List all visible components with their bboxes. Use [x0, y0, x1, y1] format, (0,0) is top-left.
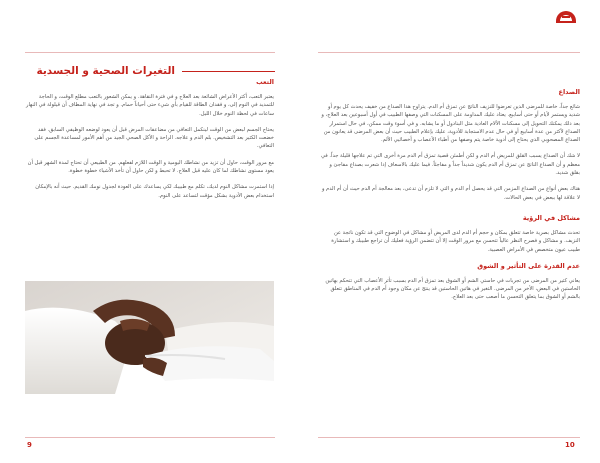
- headache-heading: الصداع: [558, 88, 580, 96]
- man-resting-in-bed-photo: [25, 281, 274, 394]
- header-divider-line-left: [25, 52, 275, 53]
- footer-divider-line-right: [318, 437, 580, 438]
- right-page-number: 10: [565, 441, 575, 449]
- vision-paragraph: تحدث مشاكل بصرية خاصة تتعلق بمكان و حجم أم الدم لدى المريض أو مشاكل في الوضوح التي قد تكون ناتجة عن النزيف. و مشاكل و فصرح النظر عالياً تتحسن مع مرور الوقت إلا أن تتضمن الرؤية فعليك أن تراجع طبيبك و استشارة طبيب عيون متخصص في الأمراض العصبية.: [331, 229, 580, 253]
- right-column: [318, 88, 580, 310]
- footer-divider-line-left: [25, 437, 275, 438]
- left-page-number: 9: [27, 441, 32, 449]
- left-column: [24, 78, 274, 208]
- headache-paragraph-3: هناك بعض أنواع من الصداع المزمن التي قد يحصل أم الدم و التي لا تلزم أن تدعى، بعد معالجة أم الدم حيث أن أم الدم و لا علاقة لها ببعض في بعض الحالات.: [321, 186, 580, 201]
- section-title: التغيرات الصحية و الجسدية: [36, 65, 175, 77]
- headache-paragraph-2: لا شك أن الصداع يسبب القلق للمريض أم الدم و لكن أطمئن قصية تمزق أم الدم مرة أخرى التي تم علاجها قليلة جداً. في معظم و أن الصداع الناتج عن تمزق أم الدم يكون شديداً جداً و مفاجئاً. فيما عليك بالاسعاف إذا شعرت بصداع مفاجئ و بقلق شديد.: [320, 153, 580, 177]
- seizure-paragraph: يعاني كثير من المرضى من تجربات في حاستي الشم أو الشوق بعد تمزق أم الدم بسبب تأثر الأعصاب التي تتحكم بهاتين الحاستين في البعض، الأخر من المرضى. التغير في هاتين الحاستين قد ينتج عن مكان وجود أم الدم في المناطق تتعلق بالشم أو الشوق بما يتعلق التحسن ما أصعب حتى بعد العلاج.: [325, 277, 580, 301]
- fatigue-paragraph-4: إذا استمرت مشاكل النوم لديك، تكلم مع طبيبك لكي يساعدك على العودة لجدول نومك القديم. حيث أنه بالإمكان استخدام بعض الأدوية بشكل مؤقت لتساعد على النوم.: [35, 184, 274, 199]
- fatigue-heading: التعب: [256, 78, 274, 86]
- vision-heading: مشاكل في الرؤية: [522, 213, 580, 222]
- headache-paragraph-1: شائع جداً، خاصة للمرضى الذين تعرضوا للنزيف الناتج عن تمزق أم الدم. يتراوح هذا الصداع من خفيف يحدث كل يوم أو شديد ويستمر لأيام أو حتى أسابيع. يعتاد عليك المداومة على المسكنات التي وصفها الطبيب في أول أسبوعين بعد العلاج، و بعد ذلك يمكنك التحويل إلى مسكنات الألام العادية مثل البنادول أو ما يشابه. و في أسوء وقت ممكن، في حال استمرار الصداع لأكثر من عدة أسابيع أو في حال عدم الاستجابة للأدوية، عليك بإعلام الطبيب حيث أن بعض المرضى قد يعانون من الصداع المصحوبي الذي يحتاج إلى أدوية خاصة يتم وصفها من أطباء الأعصاب و أخصائيي الألم.: [321, 104, 580, 144]
- photo-illustration: [25, 281, 274, 394]
- fatigue-paragraph-2: يحتاج الجسم لبعض من الوقت لينكمل التعافي من مضاعفات المرض قبل أن يعود لوضعه الوظيفي السابق. فقد خضعت الكثير بعد التشخيص. بلم الدم و علاجه. الراحة و الأكل الصحي الجيد من أهم الأمور لمساعدة الجسم على التعافي.: [34, 126, 274, 150]
- seizure-heading: عدم القدرة على التأثير و الشوق: [477, 261, 580, 270]
- header-divider-line-right: [318, 52, 580, 53]
- fatigue-paragraph-3: مع مرور الوقت، حاول أن تزيد من نشاطك اليومية و الوقت اللازم لفعلهم. من الطبيعي أن تحتاج لمدة الشهر قبل أن يعود مستوى نشاطك لما كان عليه قبل العلاج. لا تحبط و لكن حاول أن تأخذ الأشياء خطوة خطوة.: [27, 159, 274, 175]
- title-underline: [182, 71, 275, 72]
- fatigue-paragraph-1: يعتبر التعب، أكثر الأعراض الشائعة بعد العلاج و في فترة النقاهة. و يمكن الشعور بالتعب مطلع الوقت، و الحاجة للتمديد في النوم إلى، و فقدان الطاقة للقيام بأي شيء حتى أحياناً حمام. و تجد في نهاية المطاف أن قيلولة في النهار ساعات في لحظة النوم خلال الليل.: [25, 94, 274, 117]
- brand-logo-icon: [555, 9, 577, 23]
